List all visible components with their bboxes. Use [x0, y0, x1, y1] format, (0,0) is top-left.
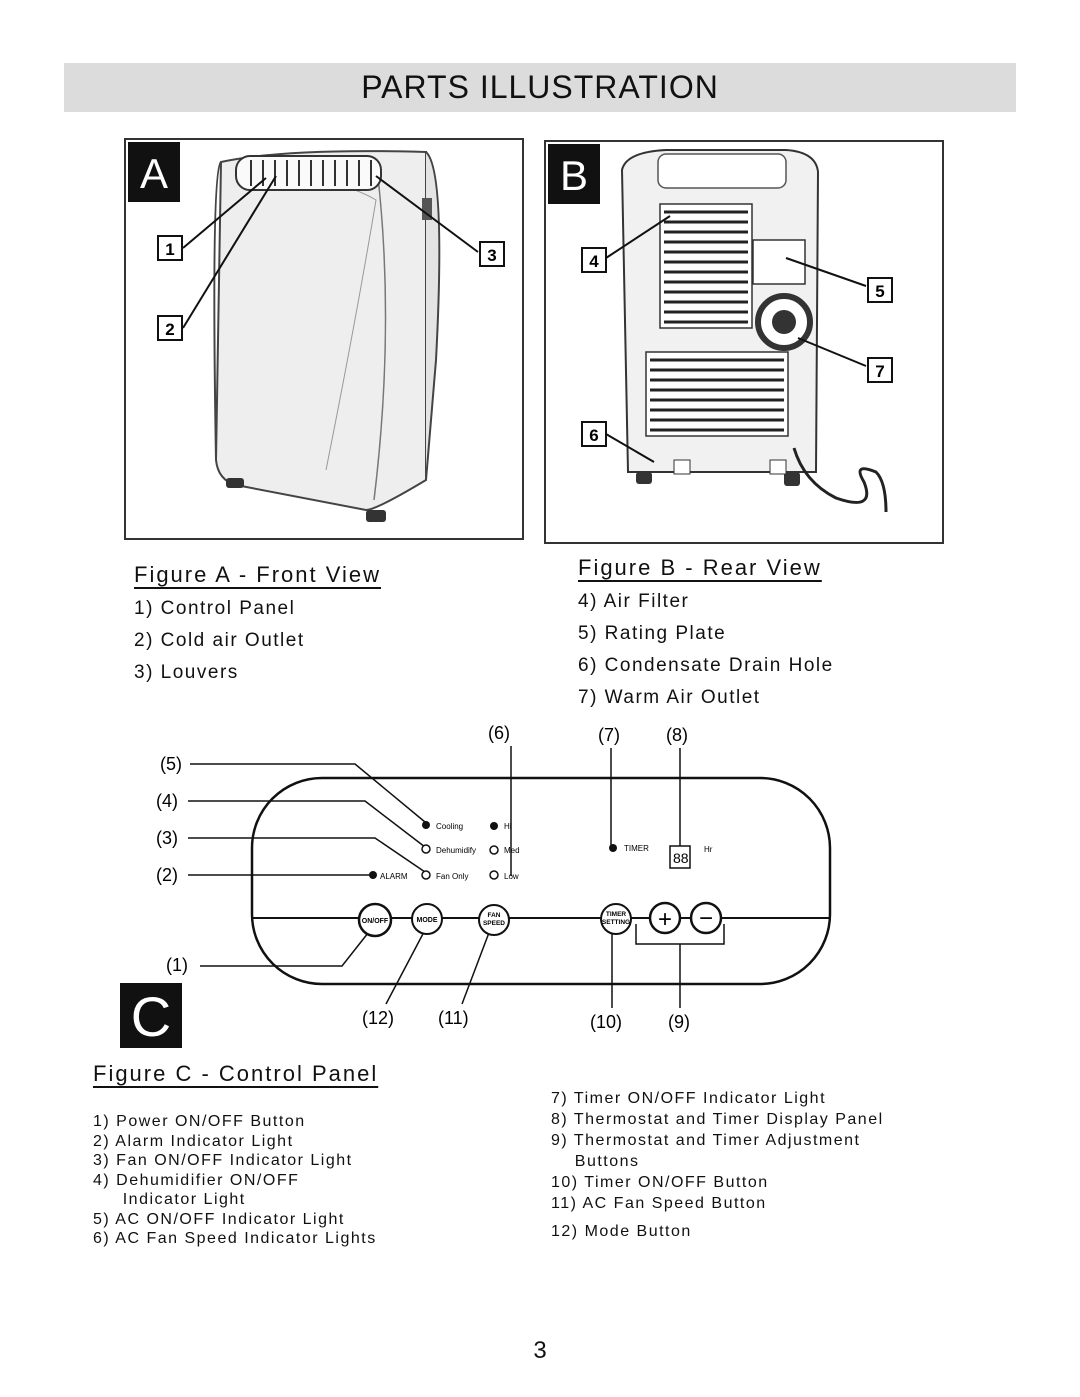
timer-label: TIMER	[624, 844, 649, 853]
on-off-button[interactable]	[359, 904, 391, 936]
callout-c6: (6)	[488, 723, 510, 743]
on-off-button-label: ON/OFF	[361, 918, 389, 925]
figure-c-item: 6) AC Fan Speed Indicator Lights	[93, 1230, 377, 1247]
callout-c7: (7)	[598, 725, 620, 745]
figure-c-left-list	[93, 1112, 377, 1249]
callout-5-label: 5	[875, 282, 885, 301]
callout-2-label: 2	[165, 320, 175, 339]
minus-icon: −	[698, 905, 714, 932]
figure-a-item: 2) Cold air Outlet	[134, 630, 305, 651]
figure-b-item: 5) Rating Plate	[578, 623, 727, 644]
callout-c3: (3)	[156, 828, 178, 848]
speed-label: SPEED	[482, 920, 506, 927]
callout-c1: (1)	[166, 955, 188, 975]
figure-a-item: 3) Louvers	[134, 662, 239, 683]
fan-only-label: Fan Only	[436, 872, 469, 881]
low-label: Low	[504, 872, 519, 881]
figure-c-item: 11) AC Fan Speed Button	[551, 1195, 767, 1212]
callout-6-label: 6	[589, 426, 599, 445]
figure-c-item: 5) AC ON/OFF Indicator Light	[93, 1210, 345, 1228]
section-title: PARTS ILLUSTRATION	[361, 69, 719, 105]
figure-c-item: 3) Fan ON/OFF Indicator Light	[93, 1152, 353, 1169]
figure-c-item: 12) Mode Button	[551, 1223, 692, 1240]
figure-b-title: Figure B - Rear View	[578, 555, 822, 580]
display-digits: 88	[673, 850, 689, 866]
figure-c-item: 8) Thermostat and Timer Display Panel	[551, 1111, 884, 1128]
figure-c-right-list	[551, 1088, 884, 1242]
figure-b-letter: B	[559, 152, 589, 199]
figure-c-title: Figure C - Control Panel	[93, 1061, 379, 1086]
figure-b-item: 7) Warm Air Outlet	[578, 687, 761, 708]
timer-button-label: TIMER	[605, 911, 627, 918]
mode-button[interactable]	[412, 904, 442, 934]
page-number: 3	[533, 1337, 547, 1364]
callout-c11: (11)	[438, 1008, 469, 1028]
cooling-label: Cooling	[436, 822, 464, 831]
figure-c-item: 2) Alarm Indicator Light	[93, 1132, 294, 1150]
callout-3-label: 3	[487, 246, 497, 265]
figure-a-title: Figure A - Front View	[134, 562, 382, 587]
mode-button-label: MODE	[416, 917, 438, 924]
setting-button-label: SETTING	[601, 919, 631, 926]
dehumidify-label: Dehumidify	[436, 846, 477, 855]
timer-setting-button[interactable]	[601, 904, 631, 934]
fan-label: FAN	[487, 912, 501, 919]
hr-label: Hr	[704, 845, 713, 854]
hi-label: Hi	[504, 822, 512, 831]
callout-1-label: 1	[165, 240, 175, 259]
front-view-illustration	[126, 140, 522, 538]
med-label: Med	[504, 846, 520, 855]
callout-c2: (2)	[156, 865, 178, 885]
figure-c-item: 4) Dehumidifier ON/OFF	[93, 1171, 300, 1189]
plus-icon: +	[657, 906, 673, 933]
section-header	[64, 63, 1016, 112]
figure-c-item: 7) Timer ON/OFF Indicator Light	[551, 1090, 827, 1107]
rear-view-illustration	[546, 142, 942, 542]
callout-c8: (8)	[666, 725, 688, 745]
control-panel-outline	[252, 778, 830, 984]
figure-a-item: 1) Control Panel	[134, 598, 296, 619]
minus-button[interactable]	[691, 903, 721, 933]
figure-a-letter: A	[139, 150, 169, 197]
callout-c4: (4)	[156, 791, 178, 811]
callout-c5: (5)	[160, 754, 182, 774]
figure-c-item: 1) Power ON/OFF Button	[93, 1113, 306, 1130]
figure-b-item: 4) Air Filter	[578, 591, 690, 612]
control-panel-diagram	[110, 718, 850, 1058]
figure-c-letter: C	[130, 985, 172, 1048]
plus-button[interactable]	[650, 903, 680, 933]
callout-c9: (9)	[668, 1012, 690, 1032]
callout-7-label: 7	[875, 362, 885, 381]
figure-a-image	[124, 138, 524, 540]
figure-c-item: Indicator Light	[93, 1191, 246, 1208]
fan-speed-button[interactable]	[479, 905, 509, 935]
figure-c-item: 9) Thermostat and Timer Adjustment	[551, 1132, 861, 1149]
figure-b-item: 6) Condensate Drain Hole	[578, 655, 834, 676]
callout-4-label: 4	[589, 252, 599, 271]
figure-c-item: Buttons	[551, 1153, 640, 1170]
figure-b-image	[544, 140, 944, 544]
alarm-label: ALARM	[380, 872, 408, 881]
figure-c-item: 10) Timer ON/OFF Button	[551, 1174, 769, 1191]
callout-c10: (10)	[590, 1012, 623, 1032]
callout-c12: (12)	[362, 1008, 395, 1028]
